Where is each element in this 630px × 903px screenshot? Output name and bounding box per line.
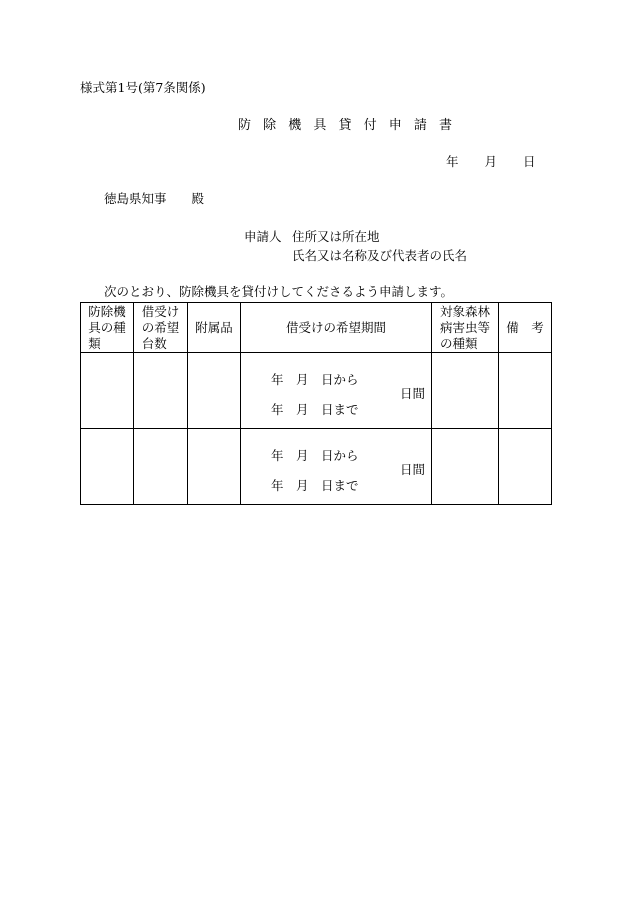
cell-desired-period[interactable] (241, 429, 432, 505)
cell-desired-period[interactable] (241, 353, 432, 429)
header-desired-count: 借受け の希望 台数 (134, 303, 188, 353)
period-from: 年 月 日から (271, 372, 359, 387)
document-title: 防 除 機 具 貸 付 申 請 書 (238, 118, 457, 133)
cell-equipment-type[interactable] (81, 429, 134, 505)
date-year: 年 (446, 154, 459, 169)
header-accessories: 附属品 (188, 303, 241, 353)
cell-accessories[interactable] (188, 429, 241, 505)
header-target-pest: 対象森林 病害虫等 の種類 (432, 303, 499, 353)
table-row (81, 353, 552, 429)
form-number: 様式第1号(第7条関係) (80, 80, 206, 95)
table-header-row (81, 303, 552, 353)
date-day: 日 (523, 154, 536, 169)
applicant-address-label: 住所又は所在地 (292, 229, 380, 244)
period-until: 年 月 日まで (271, 402, 359, 417)
application-table (80, 302, 552, 505)
cell-remarks[interactable] (499, 353, 552, 429)
date-line (446, 156, 536, 169)
cell-desired-count[interactable] (134, 353, 188, 429)
intro-text: 次のとおり、防除機具を貸付けしてくださるよう申請します。 (104, 284, 454, 299)
period-days: 日間 (399, 386, 425, 401)
applicant-name-label: 氏名又は名称及び代表者の氏名 (292, 248, 468, 263)
header-remarks: 備 考 (499, 303, 552, 353)
applicant-label: 申請人 (244, 229, 282, 244)
period-days: 日間 (399, 462, 425, 477)
cell-target-pest[interactable] (432, 353, 499, 429)
cell-equipment-type[interactable] (81, 353, 134, 429)
period-until: 年 月 日まで (271, 478, 359, 493)
cell-target-pest[interactable] (432, 429, 499, 505)
cell-desired-count[interactable] (134, 429, 188, 505)
cell-remarks[interactable] (499, 429, 552, 505)
header-desired-period: 借受けの希望期間 (241, 303, 432, 353)
header-equipment-type: 防除機 具の種 類 (81, 303, 134, 353)
cell-accessories[interactable] (188, 353, 241, 429)
date-month: 月 (484, 154, 498, 169)
addressee: 徳島県知事 殿 (104, 191, 205, 206)
period-from: 年 月 日から (271, 448, 359, 463)
table-row (81, 429, 552, 505)
